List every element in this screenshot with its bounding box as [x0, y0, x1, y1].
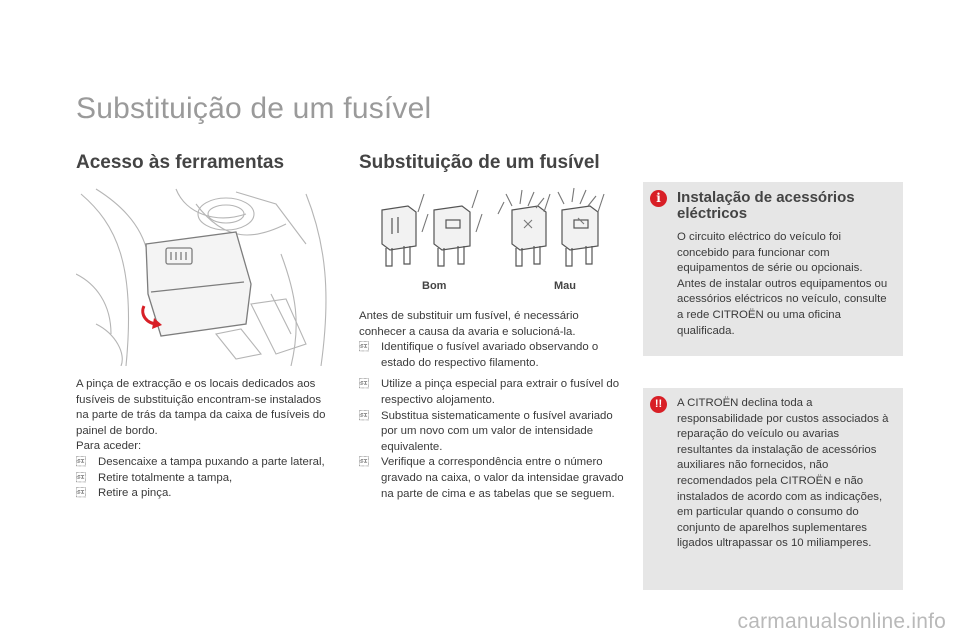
bullet-icon:  [76, 488, 86, 500]
bullet-icon:  [76, 456, 86, 468]
section-title-replace: Substituição de um fusível [359, 152, 600, 173]
info-box [643, 182, 903, 356]
bullet-icon:  [359, 410, 369, 422]
bullet-icon:  [359, 457, 369, 469]
section-title-tools: Acesso às ferramentas [76, 152, 285, 173]
info-box-text: O circuito eléctrico do veículo foi concebido para funcionar com equipamentos de série ou opcionais. Antes de instalar outros equipamentos ou acessórios eléctricos no veículo, consulte a rede CITROËN ou uma oficina qualificada. [677, 231, 888, 337]
list-item:  Identifique o fusível avariado observando o estado do respectivo filamento. [359, 341, 599, 369]
info-icon: i [650, 190, 667, 207]
warning-box-text: A CITROËN declina toda a responsabilidade por custos associados à reparação do veículo ou avarias resultantes da instalação de acessórios auxiliares não fornecidos, não recomendados pela CITROËN e não instalados de acordo com as indicações, em particular quando o consumo do conjunto de aparelhos suplementares ligados ultrapassar os 10 miliamperes. [677, 397, 889, 550]
tools-intro: A pinça de extracção e os locais dedicados aos fusíveis de substituição encontram-se instalados na parte de trás da tampa da caixa de fusíveis do painel de bordo. [76, 378, 326, 437]
tools-lead: Para aceder: [76, 440, 142, 453]
page-title: Substituição de um fusível [76, 92, 432, 125]
fuse-drawing [372, 184, 612, 279]
warning-box [643, 388, 903, 590]
list-item:  Substitua sistematicamente o fusível avariado por um novo com um valor de intensidade equivalente. [359, 409, 613, 453]
replace-intro: Antes de substituir um fusível, é necessário conhecer a causa da avaria e solucioná-la. [359, 310, 579, 338]
tools-text [76, 377, 326, 502]
fuse-box-illustration [76, 184, 337, 366]
list-item:  Verifique a correspondência entre o número gravado na caixa, o valor da intensidae gravado na parte de cima e as tabelas que se seguem. [359, 456, 624, 500]
bullet-icon:  [359, 379, 369, 391]
watermark: carmanualsonline.info [737, 610, 946, 633]
bullet-icon:  [359, 342, 369, 354]
list-item:  Utilize a pinça especial para extrair o fusível do respectivo alojamento. [359, 378, 620, 406]
label-good: Bom [422, 280, 447, 292]
dashboard-drawing [76, 184, 337, 366]
replace-text [359, 309, 624, 502]
list-item:  Retire a pinça. [76, 486, 326, 502]
warning-icon: !! [650, 396, 667, 413]
label-bad: Mau [554, 280, 576, 292]
list-item:  Desencaixe a tampa puxando a parte lateral, [76, 455, 326, 471]
bullet-icon:  [76, 472, 86, 484]
info-box-title: Instalação de acessórios eléctricos [677, 189, 855, 222]
fuse-comparison-illustration [372, 184, 612, 294]
list-item:  Retire totalmente a tampa, [76, 471, 326, 487]
